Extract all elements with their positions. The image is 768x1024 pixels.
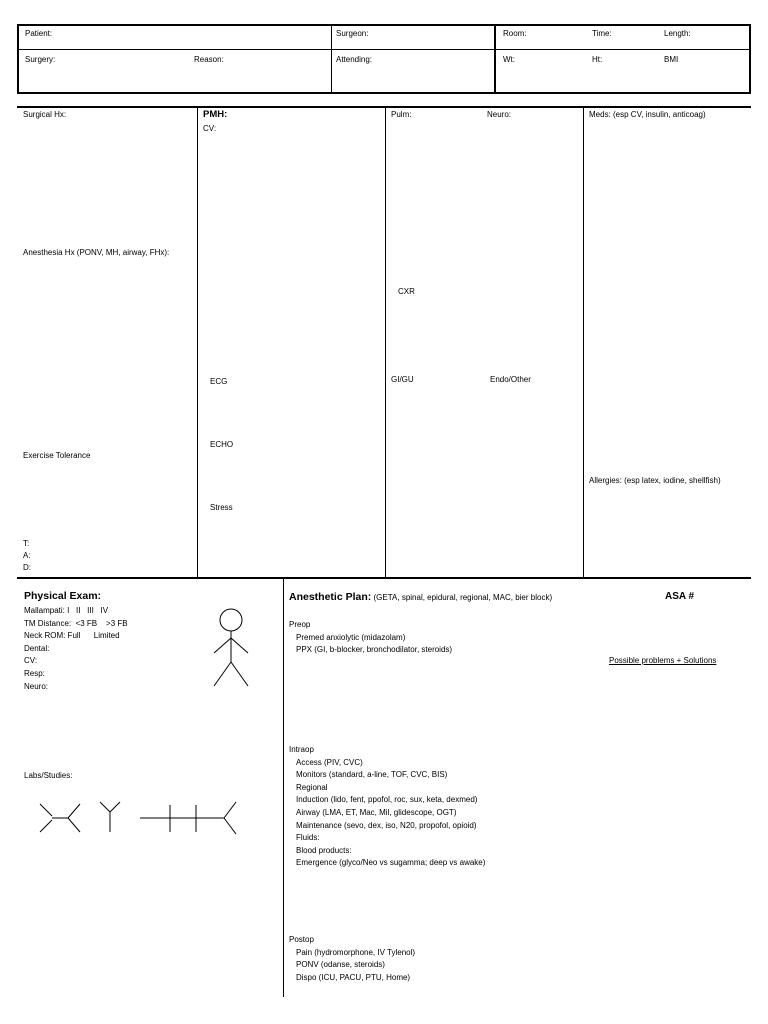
physical-exam-heading: Physical Exam: [24,590,102,602]
d-label: D: [23,563,31,572]
lab-fishbone-icon [38,800,238,840]
exam-neuro-label[interactable]: Neuro: [24,681,49,691]
reason-field[interactable]: Reason: [194,55,224,64]
surgery-field[interactable]: Surgery: [25,55,56,64]
bmi-field[interactable]: BMI [664,55,679,64]
patient-field[interactable]: Patient: [25,29,53,38]
length-field[interactable]: Length: [664,29,691,38]
exam-list [24,605,128,693]
echo-label[interactable]: ECHO [210,440,234,449]
intraop-item[interactable]: Blood products: [296,845,352,855]
meds-label[interactable]: Meds: (esp CV, insulin, anticoag) [589,110,706,119]
stick-figure-icon [208,606,254,690]
header-row-divider [17,49,751,50]
cv-label[interactable]: CV: [203,124,217,133]
postop-item[interactable]: PONV (odanse, steroids) [296,960,385,970]
weight-field[interactable]: Wt: [503,55,515,64]
a-label: A: [23,551,31,560]
stress-label[interactable]: Stress [210,503,233,512]
intraop-item[interactable]: Regional [296,782,328,792]
postop-item[interactable]: Dispo (ICU, PACU, PTU, Home) [296,972,411,982]
endo-other-label[interactable]: Endo/Other [490,375,531,384]
intraop-item[interactable]: Airway (LMA, ET, Mac, Mil, glidescope, OGT) [296,807,457,817]
preop-section [289,619,452,657]
height-field[interactable]: Ht: [592,55,603,64]
anesthetic-plan-heading [289,591,552,604]
intraop-item[interactable]: Access (PIV, CVC) [296,757,363,767]
labs-studies-label[interactable]: Labs/Studies: [24,771,73,780]
attending-field[interactable]: Attending: [336,55,373,64]
preop-item[interactable]: Premed anxiolytic (midazolam) [296,632,406,642]
intraop-item[interactable]: Fluids: [296,833,320,843]
intraop-item[interactable]: Maintenance (sevo, dex, iso, N20, propofol, opioid) [296,820,477,830]
anesthesia-hx-label[interactable]: Anesthesia Hx (PONV, MH, airway, FHx): [23,248,170,257]
intraop-heading: Intraop [289,745,314,754]
exam-cv-label[interactable]: CV: [24,656,38,666]
intraop-item[interactable]: Induction (lido, fent, ppofol, roc, sux, keta, dexmed) [296,795,478,805]
neuro-label[interactable]: Neuro: [487,110,512,119]
dental-label[interactable]: Dental: [24,643,50,653]
time-field[interactable]: Time: [592,29,612,38]
cxr-label[interactable]: CXR [398,287,415,296]
possible-problems-label[interactable]: Possible problems + Solutions [609,656,717,665]
mallampati-label[interactable]: Mallampati: I II III IV [24,606,109,615]
resp-label[interactable]: Resp: [24,668,45,678]
exercise-tolerance-label[interactable]: Exercise Tolerance [23,451,91,460]
neck-rom-label[interactable]: Neck ROM: Full Limited [24,631,120,641]
history-col-divider-1 [197,107,198,577]
intraop-section [289,744,485,870]
history-col-divider-3 [583,107,584,577]
header-box [17,24,751,94]
allergies-label[interactable]: Allergies: (esp latex, iodine, shellfish) [589,476,721,485]
preop-item[interactable]: PPX (GI, b-blocker, bronchodilator, steroids) [296,645,453,655]
pulm-label[interactable]: Pulm: [391,110,412,119]
surgical-hx-label[interactable]: Surgical Hx: [23,110,67,119]
pmh-heading: PMH: [203,109,228,120]
tm-distance-label[interactable]: TM Distance: <3 FB >3 FB [24,618,128,628]
postop-item[interactable]: Pain (hydromorphone, IV Tylenol) [296,947,416,957]
postop-section [289,934,415,984]
intraop-item[interactable]: Monitors (standard, a-line, TOF, CVC, BIS) [296,770,448,780]
preop-heading: Preop [289,620,311,629]
surgeon-field[interactable]: Surgeon: [336,29,369,38]
history-top-border [17,106,751,108]
ecg-label[interactable]: ECG [210,377,228,386]
header-divider-2 [494,24,496,94]
plan-divider [283,579,284,997]
header-divider-1 [331,24,332,94]
asa-label[interactable]: ASA # [665,591,695,602]
anesthetic-plan-options: (GETA, spinal, epidural, regional, MAC, bier block) [373,593,553,602]
postop-heading: Postop [289,935,314,944]
anesthetic-plan-title: Anesthetic Plan: [289,591,372,603]
room-field[interactable]: Room: [503,29,527,38]
intraop-item[interactable]: Emergence (glyco/Neo vs sugamma; deep vs awake) [296,858,486,868]
history-col-divider-2 [385,107,386,577]
gigu-label[interactable]: GI/GU [391,375,414,384]
t-label: T: [23,539,30,548]
history-bottom-border [17,577,751,579]
